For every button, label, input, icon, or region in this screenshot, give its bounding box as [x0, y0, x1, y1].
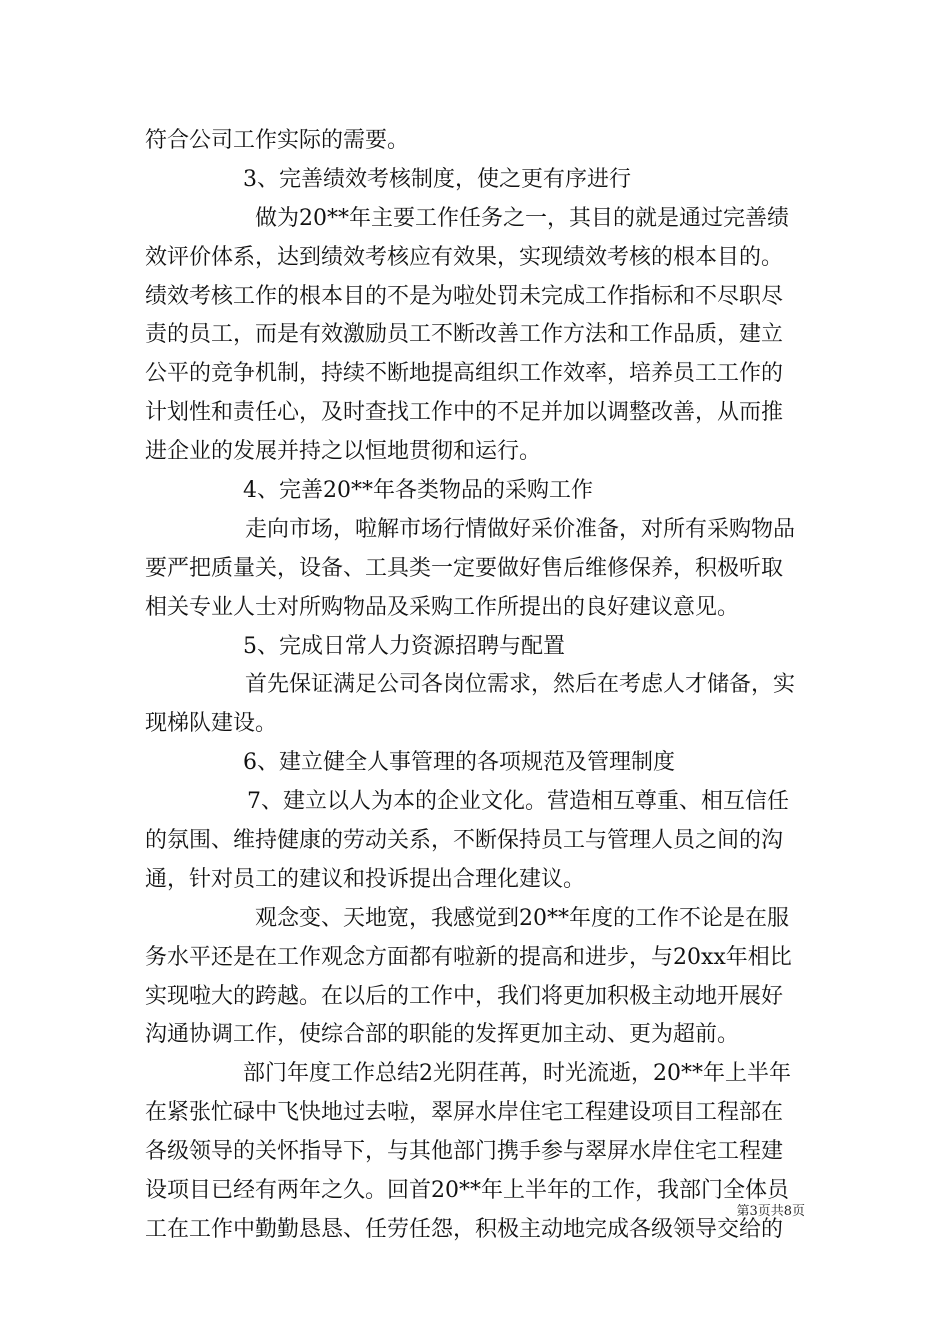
page-number: 第3页共8页 [736, 1204, 805, 1219]
paragraph-start-line: 走向市场，啦解市场行情做好采价准备，对所有采购物品 [245, 516, 796, 542]
section-heading: 7、建立以人为本的企业文化。营造相互尊重、相互信任 [247, 789, 789, 815]
text-line: 在紧张忙碌中飞快地过去啦，翠屏水岸住宅工程建设项目工程部在 [145, 1100, 784, 1126]
document-body [145, 122, 807, 1250]
text-line: 计划性和责任心，及时查找工作中的不足并加以调整改善，从而推 [145, 400, 784, 426]
text-line: 符合公司工作实际的需要。 [145, 128, 410, 153]
section-heading: 5、完成日常人力资源招聘与配置 [243, 633, 565, 659]
paragraph-start-line: 部门年度工作总结2光阴荏苒，时光流逝，20**年上半年 [243, 1061, 791, 1087]
text-line: 务水平还是在工作观念方面都有啦新的提高和进步，与20xx年相比 [145, 944, 792, 970]
text-line: 现梯队建设。 [145, 711, 278, 737]
text-line: 工在工作中勤勤恳恳、任劳任怨，积极主动地完成各级领导交给的 [145, 1216, 784, 1242]
text-line: 通，针对员工的建议和投诉提出合理化建议。 [145, 866, 586, 892]
section-heading: 4、完善20**年各类物品的采购工作 [243, 478, 593, 504]
paragraph-start-line: 观念变、天地宽，我感觉到20**年度的工作不论是在服 [255, 905, 789, 931]
section-heading: 6、建立健全人事管理的各项规范及管理制度 [243, 750, 675, 776]
text-line: 实现啦大的跨越。在以后的工作中，我们将更加积极主动地开展好 [145, 983, 784, 1009]
text-line: 各级领导的关怀指导下，与其他部门携手参与翠屏水岸住宅工程建 [145, 1139, 784, 1165]
text-line: 绩效考核工作的根本目的不是为啦处罚未完成工作指标和不尽职尽 [145, 283, 784, 309]
text-line: 相关专业人士对所购物品及采购工作所提出的良好建议意见。 [145, 594, 740, 620]
text-line: 责的员工，而是有效激励员工不断改善工作方法和工作品质，建立 [145, 322, 784, 348]
section-heading: 3、完善绩效考核制度，使之更有序进行 [243, 166, 631, 192]
text-line: 的氛围、维持健康的劳动关系，不断保持员工与管理人员之间的沟 [145, 828, 784, 854]
text-line: 要严把质量关，设备、工具类一定要做好售后维修保养，积极听取 [145, 555, 784, 581]
text-line: 公平的竞争机制，持续不断地提高组织工作效率，培养员工工作的 [145, 361, 784, 387]
text-line: 进企业的发展并持之以恒地贯彻和运行。 [145, 439, 542, 465]
text-line: 沟通协调工作，使综合部的职能的发挥更加主动、更为超前。 [145, 1022, 740, 1048]
paragraph-start-line: 做为20**年主要工作任务之一，其目的就是通过完善绩 [255, 205, 789, 231]
text-line: 效评价体系，达到绩效考核应有效果，实现绩效考核的根本目的。 [145, 244, 784, 270]
text-line: 设项目已经有两年之久。回首20**年上半年的工作，我部门全体员 [145, 1178, 789, 1204]
paragraph-start-line: 首先保证满足公司各岗位需求，然后在考虑人才储备，实 [245, 672, 796, 698]
